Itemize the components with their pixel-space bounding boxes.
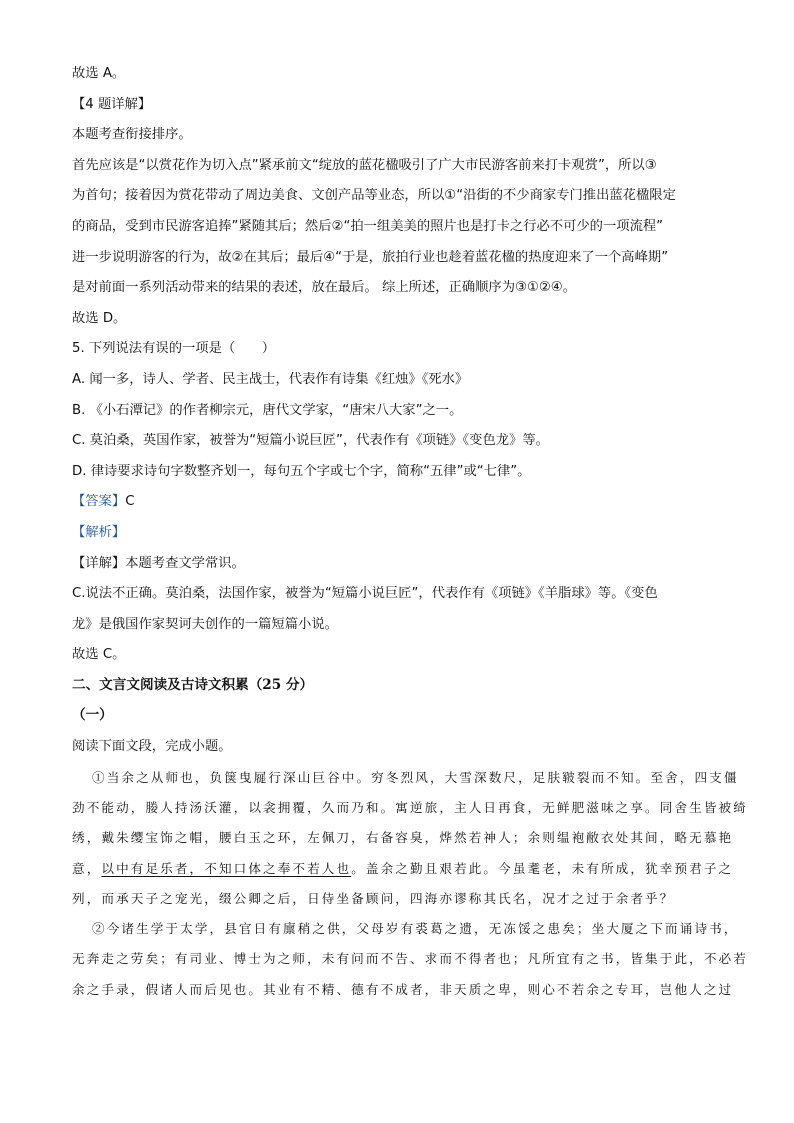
q4-analysis [72,156,732,297]
answer-tag: 【答案】 [72,494,126,510]
section-subtitle: （一） [72,707,113,724]
q5-analysis-tag [72,523,732,542]
passage-line: 劲不能动，媵人持汤沃灌，以衾拥覆，久而乃和。寓逆旅，主人日再食，无鲜肥滋味之享。同舍生皆被绮 [72,799,748,815]
passage-line: ①当余之从师也，负箧曳屣行深山巨谷中。穷冬烈风，大雪深数尺，足肤皲裂而不知。至舍，四支僵 [92,769,739,785]
q4-final-answer: 故选 D。 [72,310,127,326]
q4-analysis-line: 进一步说明游客的行为，故②在其后；最后④“于是，旅拍行业也趁着蓝花楹的热度迎来了一个高峰期” [72,249,669,265]
q5-explain-line: C.说法不正确。莫泊桑，法国作家，被誉为“短篇小说巨匠”，代表作有《项链》《羊脂球》等。《变色 [72,586,658,602]
q5-stem: 5. 下列说法有误的一项是（ ） [72,341,276,357]
detail-text: 本题考查文学常识。 [125,555,245,571]
q5-option-b: B. 《小石潭记》的作者柳宗元，唐代文学家，“唐宋八大家”之一。 [72,402,463,418]
passage-line [72,859,732,878]
section-title: 二、文言文阅读及古诗文积累（25 分） [72,676,314,693]
passage-text: 意， [72,860,102,876]
answer-value: C [125,494,135,510]
q4-answer-line: 故选 A。 [72,66,126,81]
q4-analysis-line: 的商品，受到市民游客追捧”紧随其后；然后②“拍一组美美的照片也是打卡之行必不可少的一项流程” [72,218,664,234]
q4-analysis-line: 是对前面一系列活动带来的结果的表述，放在最后。 综上所述，正确顺序为③①②④。 [72,280,577,296]
q4-detail-head: 【4 题详解】 [72,96,152,112]
q4-analysis-line: 为首句；接着因为赏花带动了周边美食、文创产品等业态，所以①“沿街的不少商家专门推出蓝花楹限定 [72,188,676,204]
q5-final-answer: 故选 C。 [72,647,126,663]
detail-tag: 【详解】 [72,555,126,571]
passage-line: 余之手录，假诸人而后见也。其业有不精、德有不成者，非天质之卑，则心不若余之专耳，岂他人之过 [72,981,734,997]
passage-text: 。盖余之勤且艰若此。今虽耄老，未有所成，犹幸预君子之 [351,860,734,876]
q5-option-d: D. 律诗要求诗句字数整齐划一，每句五个字或七个字，简称“五律”或“七律”。 [72,463,531,479]
passage-line: ②今诸生学于太学，县官日有廪稍之供，父母岁有裘葛之遗，无冻馁之患矣；坐大厦之下而诵诗书， [92,921,739,937]
classical-passage [72,768,748,999]
passage-line: 绣，戴朱缨宝饰之帽，腰白玉之环，左佩刀，右备容臭，烨然若神人；余则缊袍敝衣处其间，略无慕艳 [72,830,734,846]
q4-analysis-line: 首先应该是“以赏花作为切入点”紧承前文“绽放的蓝花楹吸引了广大市民游客前来打卡观赏”，所以③ [72,157,657,173]
reading-instruction: 阅读下面文段，完成小题。 [72,739,232,755]
q5-option-c: C. 莫泊桑，英国作家，被誉为“短篇小说巨匠”，代表作有《项链》《变色龙》等。 [72,433,549,449]
q5-explain-line: 龙》是俄国作家契诃夫创作的一篇短篇小说。 [72,616,338,632]
passage-line: 无奔走之劳矣；有司业、博士为之师，未有问而不告、求而不得者也；凡所宜有之书，皆集于此，不必若 [72,951,748,967]
document-page [72,64,748,1010]
q4-topic: 本题考查衔接排序。 [72,127,192,143]
q5-answer [72,492,732,511]
q5-option-a: A. 闻一多，诗人、学者、民主战士，代表作有诗集《红烛》《死水》 [72,371,469,387]
q5-detail [72,554,732,573]
analysis-tag: 【解析】 [72,524,126,540]
passage-line: 列，而承天子之宠光，缀公卿之后，日侍坐备顾问，四海亦谬称其氏名，况才之过于余者乎？ [72,890,675,906]
underlined-sentence: 以中有足乐者，不知口体之奉不若人也 [101,860,352,876]
